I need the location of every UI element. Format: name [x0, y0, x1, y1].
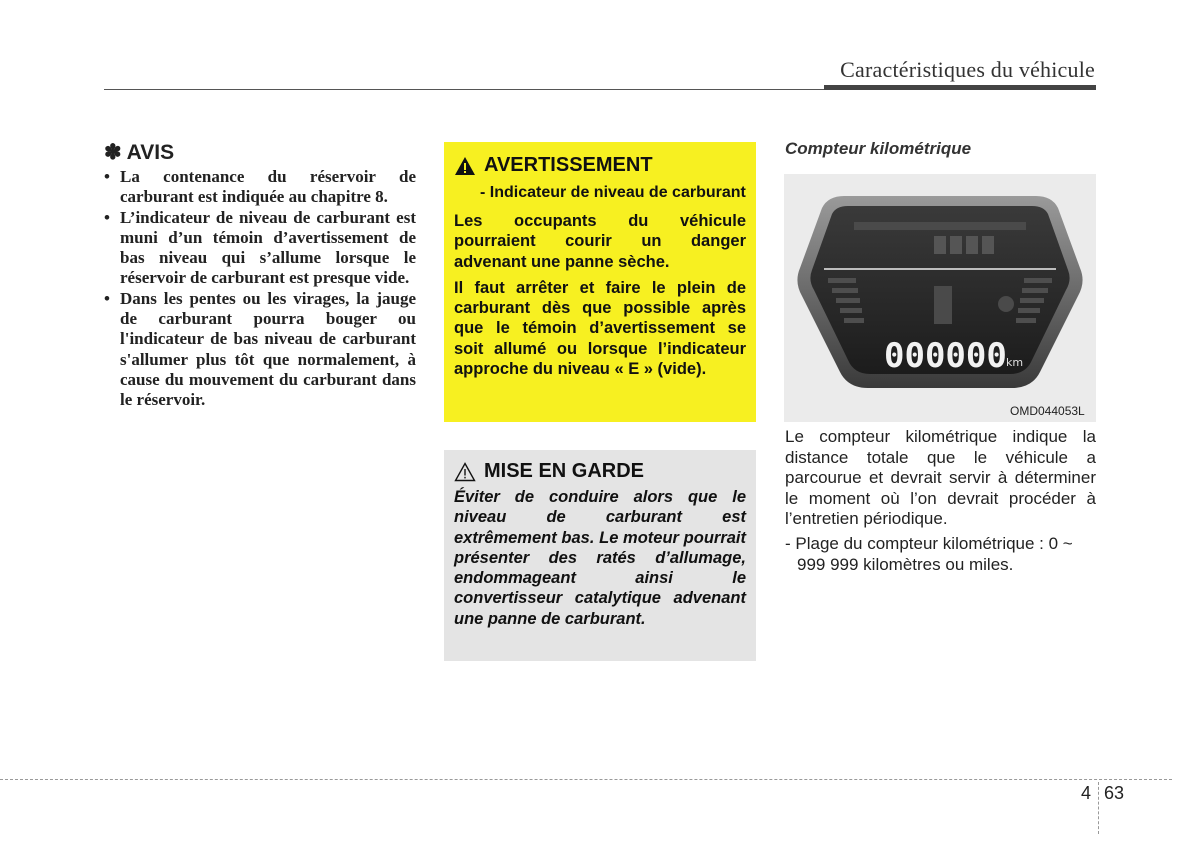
header-rule-accent: [824, 85, 1096, 90]
odometer-unit: km: [1006, 356, 1024, 369]
warning-paragraph: Il faut arrêter et faire le plein de carburant dès que possible après que le témoin d’avertissement se soit allumé ou lorsque l’indicateur approche du niveau « E » (vide).: [454, 278, 746, 379]
warning-paragraph: Les occupants du véhicule pourraient courir un danger advenant une panne sèche.: [454, 212, 746, 271]
footer-rule: [0, 779, 1172, 780]
odometer-description: Le compteur kilométrique indique la distance totale que le véhicule a parcourue et devrait servir à déterminer le moment où l’on devrait procéder à l’entretien périodique.: [785, 427, 1096, 528]
avis-item: • L’indicateur de niveau de carburant est muni d’un témoin d’avertissement de bas niveau qui s’allume lorsque le réservoir de carburant est presque vide.: [104, 208, 416, 289]
warning-heading-row: [454, 154, 746, 177]
avis-list: [104, 167, 416, 411]
caution-box: [444, 450, 756, 661]
odometer-range: - Plage du compteur kilométrique : 0 ~ 999 999 kilomètres ou miles.: [785, 534, 1073, 574]
caution-triangle-icon: [454, 462, 476, 482]
instrument-cluster-image: [784, 174, 1096, 422]
warning-triangle-icon: [454, 156, 476, 176]
footer-divider: [1098, 782, 1099, 834]
caution-text: Éviter de conduire alors que le niveau de carburant est extrêmement bas. Le moteur pourrait présenter des ratés d’allumage, endommageant ainsi le convertisseur catalytique advenant une panne de carburant.: [454, 488, 746, 628]
figure-code: OMD044053L: [1010, 404, 1085, 418]
running-header-title: Caractéristiques du véhicule: [840, 57, 1095, 82]
odometer-figure: [784, 174, 1096, 422]
avis-item: • Dans les pentes ou les virages, la jauge de carburant pourra bouger ou l'indicateur de bas niveau de carburant s'allumer plus tôt que normalement, à cause du mouvement du carburant dans le réservoir.: [104, 289, 416, 411]
avis-item: • La contenance du réservoir de carburant est indiquée au chapitre 8.: [104, 167, 416, 208]
caution-heading-row: [454, 460, 746, 483]
warning-box: [444, 142, 756, 422]
avis-heading: ✽ AVIS: [104, 141, 175, 164]
chapter-number: 4: [1081, 783, 1092, 803]
odometer-digits: 000000: [884, 336, 1007, 376]
caution-heading: MISE EN GARDE: [484, 460, 645, 482]
warning-heading: AVERTISSEMENT: [484, 154, 653, 176]
warning-subtitle: - Indicateur de niveau de carburant: [480, 184, 746, 201]
page-number: 63: [1104, 783, 1125, 803]
odometer-heading: Compteur kilométrique: [785, 139, 972, 158]
